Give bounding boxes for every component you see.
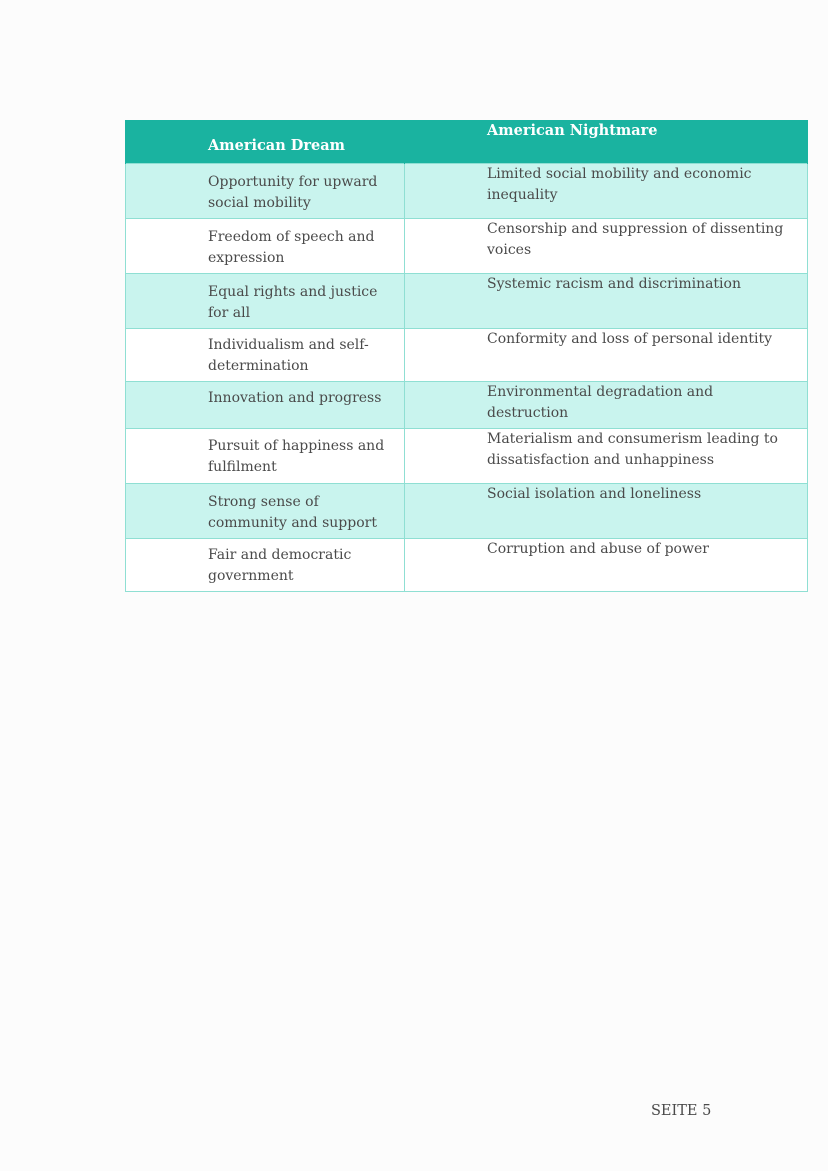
table-header-row (126, 120, 808, 164)
table-row (126, 329, 808, 382)
nightmare-cell: Materialism and consumerism leading to dissatisfaction and unhappiness (405, 429, 808, 484)
dream-cell: Fair and democratic government (126, 539, 405, 592)
dream-cell: Innovation and progress (126, 382, 405, 429)
dream-cell: Strong sense of community and support (126, 484, 405, 539)
dream-cell: Opportunity for upward social mobility (126, 164, 405, 219)
dream-cell: Pursuit of happiness and fulfilment (126, 429, 405, 484)
nightmare-cell: Environmental degradation and destruction (405, 382, 808, 429)
header-american-nightmare: American Nightmare (405, 120, 808, 164)
comparison-table (125, 120, 808, 592)
nightmare-cell: Conformity and loss of personal identity (405, 329, 808, 382)
nightmare-cell: Limited social mobility and economic inequality (405, 164, 808, 219)
table-row (126, 274, 808, 329)
dream-cell: Equal rights and justice for all (126, 274, 405, 329)
header-american-dream: American Dream (126, 120, 405, 164)
nightmare-cell: Social isolation and loneliness (405, 484, 808, 539)
table-row (126, 539, 808, 592)
dream-cell: Individualism and self-determination (126, 329, 405, 382)
dream-cell: Freedom of speech and expression (126, 219, 405, 274)
nightmare-cell: Corruption and abuse of power (405, 539, 808, 592)
page-number: SEITE 5 (651, 1103, 712, 1119)
table-row (126, 382, 808, 429)
nightmare-cell: Censorship and suppression of dissenting voices (405, 219, 808, 274)
table-row (126, 484, 808, 539)
table-row (126, 164, 808, 219)
nightmare-cell: Systemic racism and discrimination (405, 274, 808, 329)
table-row (126, 429, 808, 484)
table-row (126, 219, 808, 274)
